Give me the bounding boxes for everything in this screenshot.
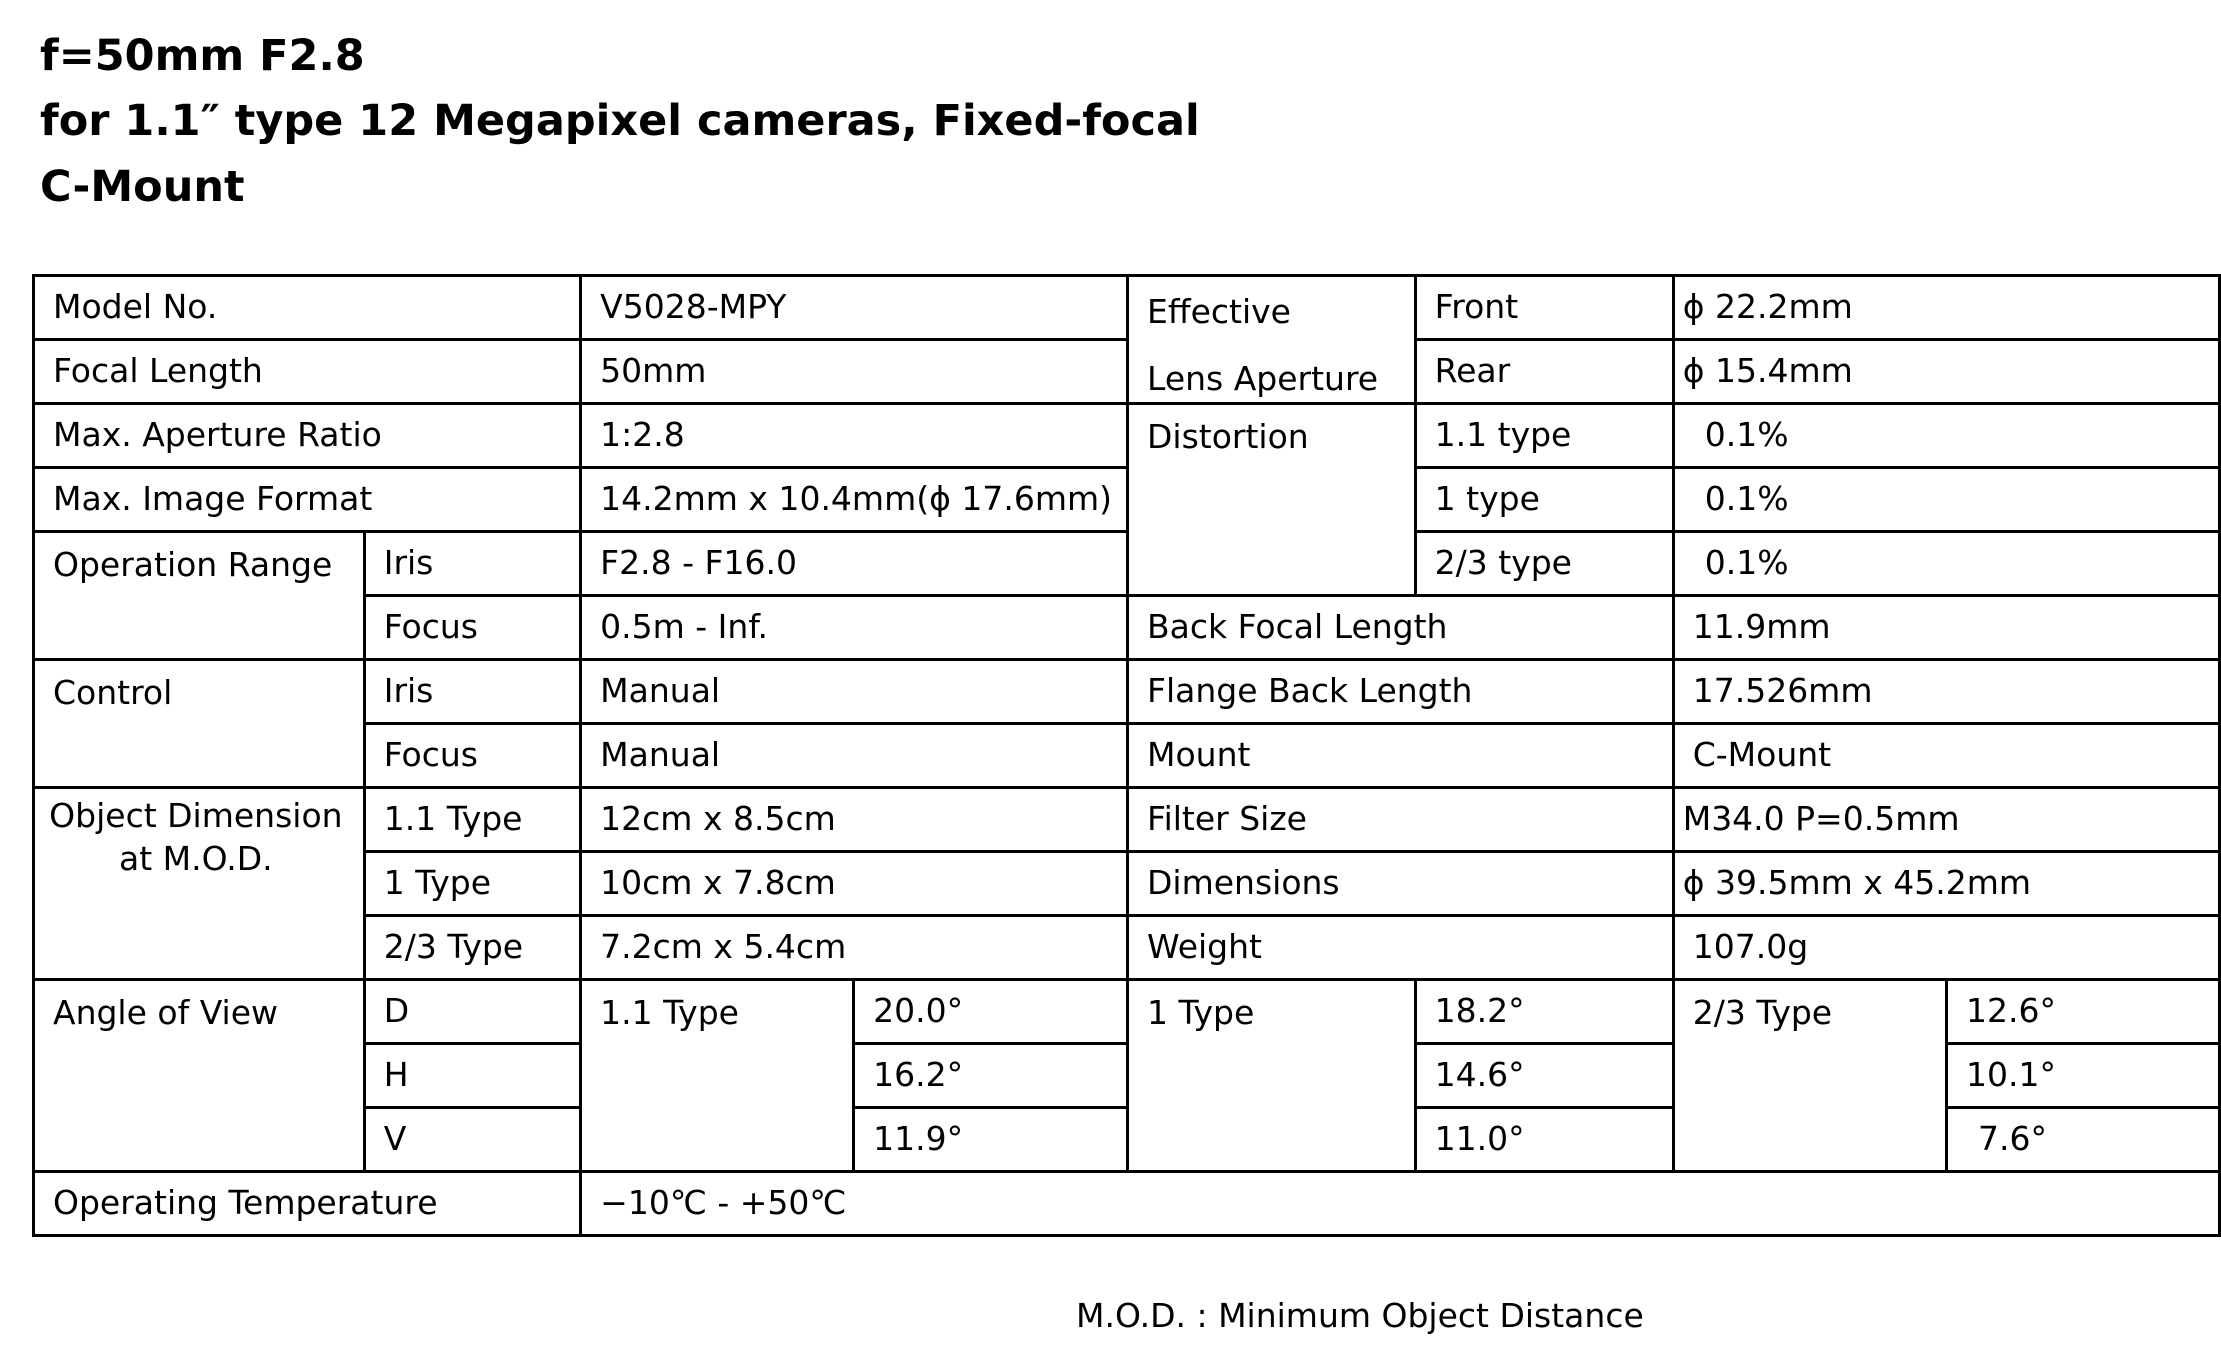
lens-mount-subtitle: C-Mount	[40, 162, 245, 212]
object-type11-label: 1.1 Type	[364, 788, 580, 852]
table-row	[34, 1172, 2220, 1236]
max-aperture-ratio-label: Max. Aperture Ratio	[34, 404, 581, 468]
filter-size-label: Filter Size	[1128, 788, 1674, 852]
effective-label-line1: Effective	[1147, 292, 1291, 331]
distortion-type1-value: 0.1%	[1673, 468, 2219, 532]
aov-v-label: V	[364, 1108, 580, 1172]
control-iris-value: Manual	[581, 660, 1128, 724]
aov-type11-v: 11.9°	[854, 1108, 1128, 1172]
operation-iris-label: Iris	[364, 532, 580, 596]
table-row	[34, 660, 2220, 724]
aov-type23-h: 10.1°	[1946, 1044, 2219, 1108]
distortion-type11-value: 0.1%	[1673, 404, 2219, 468]
object-dimension-label	[34, 788, 365, 980]
aov-h-label: H	[364, 1044, 580, 1108]
model-no-value: V5028-MPY	[581, 276, 1128, 340]
focal-length-label: Focal Length	[34, 340, 581, 404]
mod-footnote: M.O.D. : Minimum Object Distance	[1076, 1296, 1644, 1335]
aov-type1-h: 14.6°	[1415, 1044, 1673, 1108]
lens-camera-subtitle: for 1.1″ type 12 Megapixel cameras, Fixed-focal	[40, 96, 1200, 146]
weight-label: Weight	[1128, 916, 1674, 980]
focal-length-value: 50mm	[581, 340, 1128, 404]
operation-range-label: Operation Range	[34, 532, 365, 660]
back-focal-length-label: Back Focal Length	[1128, 596, 1674, 660]
rear-value: ϕ 15.4mm	[1673, 340, 2219, 404]
table-row	[34, 468, 2220, 532]
table-row	[34, 980, 2220, 1044]
table-row	[34, 276, 2220, 340]
spec-table	[32, 274, 2221, 1237]
object-type23-label: 2/3 Type	[364, 916, 580, 980]
operation-iris-value: F2.8 - F16.0	[581, 532, 1128, 596]
table-row	[34, 404, 2220, 468]
lens-focal-title: f=50mm F2.8	[40, 31, 365, 81]
distortion-label: Distortion	[1128, 404, 1416, 596]
object-type1-value: 10cm x 7.8cm	[581, 852, 1128, 916]
operating-temperature-value: −10℃ - +50℃	[581, 1172, 2220, 1236]
aov-type23-label: 2/3 Type	[1673, 980, 1946, 1172]
object-type11-value: 12cm x 8.5cm	[581, 788, 1128, 852]
aov-d-label: D	[364, 980, 580, 1044]
front-value: ϕ 22.2mm	[1673, 276, 2219, 340]
filter-size-value: M34.0 P=0.5mm	[1673, 788, 2219, 852]
object-type1-label: 1 Type	[364, 852, 580, 916]
control-label: Control	[34, 660, 365, 788]
control-focus-label: Focus	[364, 724, 580, 788]
aov-type23-v: 7.6°	[1946, 1108, 2219, 1172]
aov-type11-label: 1.1 Type	[581, 980, 854, 1172]
operation-focus-value: 0.5m - Inf.	[581, 596, 1128, 660]
aov-type1-d: 18.2°	[1415, 980, 1673, 1044]
object-dimension-line1: Object Dimension	[49, 796, 343, 835]
aov-type1-label: 1 Type	[1128, 980, 1416, 1172]
distortion-type23-label: 2/3 type	[1415, 532, 1673, 596]
aov-type11-d: 20.0°	[854, 980, 1128, 1044]
angle-of-view-label: Angle of View	[34, 980, 365, 1172]
control-focus-value: Manual	[581, 724, 1128, 788]
mount-value: C-Mount	[1673, 724, 2219, 788]
operation-focus-label: Focus	[364, 596, 580, 660]
back-focal-length-value: 11.9mm	[1673, 596, 2219, 660]
table-row	[34, 788, 2220, 852]
aov-type1-v: 11.0°	[1415, 1108, 1673, 1172]
object-dimension-line2: at M.O.D.	[119, 838, 273, 878]
flange-back-length-label: Flange Back Length	[1128, 660, 1674, 724]
max-image-format-value: 14.2mm x 10.4mm(ϕ 17.6mm)	[581, 468, 1128, 532]
operating-temperature-label: Operating Temperature	[34, 1172, 581, 1236]
control-iris-label: Iris	[364, 660, 580, 724]
mount-label: Mount	[1128, 724, 1674, 788]
effective-label-line2: Lens Aperture	[1147, 358, 1379, 398]
dimensions-label: Dimensions	[1128, 852, 1674, 916]
flange-back-length-value: 17.526mm	[1673, 660, 2219, 724]
rear-label: Rear	[1415, 340, 1673, 404]
dimensions-value: ϕ 39.5mm x 45.2mm	[1673, 852, 2219, 916]
table-row	[34, 340, 2220, 404]
distortion-type23-value: 0.1%	[1673, 532, 2219, 596]
aov-type11-h: 16.2°	[854, 1044, 1128, 1108]
max-aperture-ratio-value: 1:2.8	[581, 404, 1128, 468]
effective-lens-aperture-label	[1128, 276, 1416, 404]
weight-value: 107.0g	[1673, 916, 2219, 980]
max-image-format-label: Max. Image Format	[34, 468, 581, 532]
model-no-label: Model No.	[34, 276, 581, 340]
aov-type23-d: 12.6°	[1946, 980, 2219, 1044]
distortion-type11-label: 1.1 type	[1415, 404, 1673, 468]
object-type23-value: 7.2cm x 5.4cm	[581, 916, 1128, 980]
front-label: Front	[1415, 276, 1673, 340]
table-row	[34, 532, 2220, 596]
distortion-type1-label: 1 type	[1415, 468, 1673, 532]
